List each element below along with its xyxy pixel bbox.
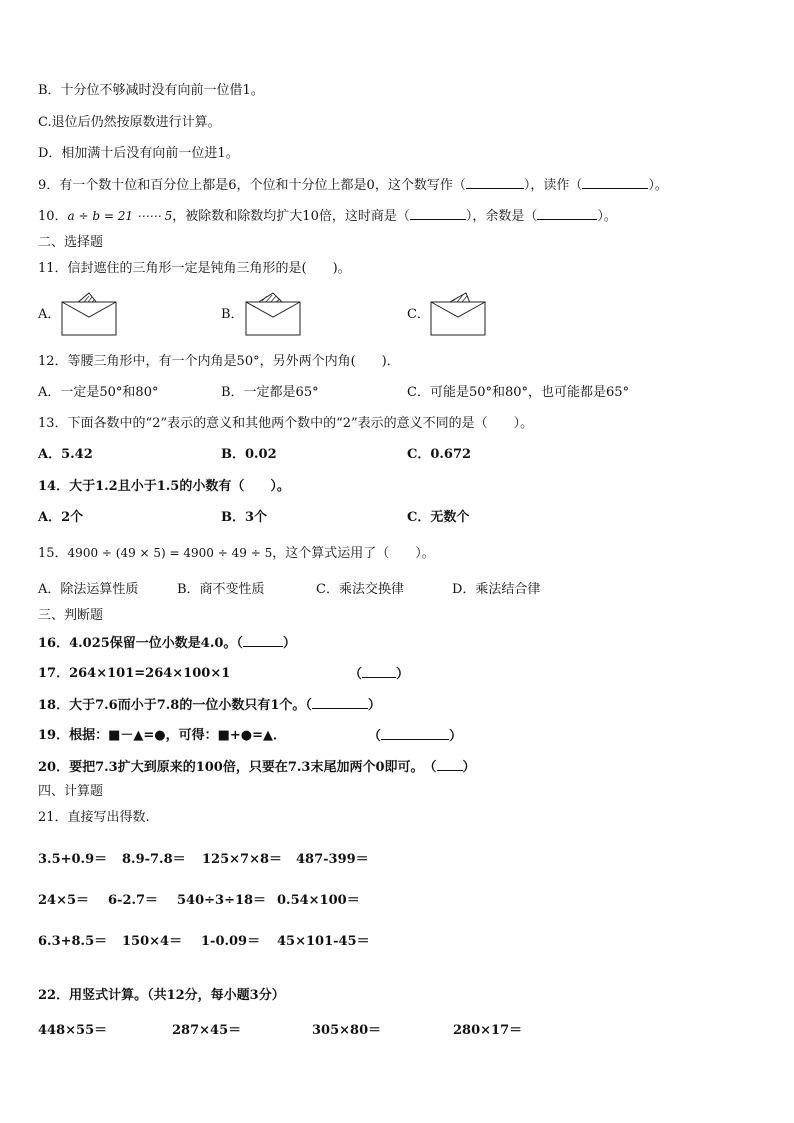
q10-text-2: ），余数是（ [465, 209, 538, 224]
q19-close-paren: ） [449, 729, 463, 744]
question-12-stem: 12．等腰三角形中，有一个内角是50°，另外两个内角( )． [38, 354, 400, 369]
q11-option-b-label: B． [221, 307, 244, 322]
q10-number: 10． [38, 209, 68, 224]
question-22-stem: 22．用竖式计算。（共12分，每小题3分） [38, 988, 285, 1003]
q16-close-paren: ） [282, 636, 296, 651]
q11-option-b-envelope-image[interactable] [245, 292, 301, 340]
q9-prefix: 9．有一个数十位和百分位上都是6，个位和十分位上都是0，这个数写作（ [38, 178, 466, 193]
calc-item: 150×4＝ [122, 934, 183, 949]
q20-blank[interactable] [437, 758, 463, 771]
q12-option-a[interactable]: A．一定是50°和80° [38, 385, 159, 400]
q9-suffix: ）。 [648, 178, 668, 193]
question-9 [38, 176, 668, 195]
q17-blank[interactable] [362, 665, 396, 678]
question-19: 19．根据：■－▲=●，可得：■+●=▲． [38, 728, 287, 743]
q13-option-c[interactable]: C．0.672 [407, 447, 472, 462]
question-13-stem: 13．下面各数中的“2”表示的意义和其他两个数中的“2”表示的意义不同的是（ ）。 [38, 416, 534, 431]
question-11-stem: 11．信封遮住的三角形一定是钝角三角形的是( )。 [38, 261, 351, 276]
section-title-judge: 三、判断题 [38, 608, 104, 623]
q15-formula: 4900 ÷ (49 × 5) = 4900 ÷ 49 ÷ 5 [67, 546, 273, 560]
q20-close-paren: ） [462, 760, 476, 775]
question-15-stem [38, 544, 435, 563]
question-14-stem: 14．大于1.2且小于1.5的小数有（ ）。 [38, 479, 290, 494]
q8-option-b: B．十分位不够减时没有向前一位借1。 [38, 83, 264, 98]
q15-option-b[interactable]: B．商不变性质 [177, 582, 265, 597]
q14-option-a[interactable]: A．2个 [38, 510, 84, 525]
section-title-choice: 二、选择题 [38, 235, 104, 250]
q10-text-3: ）。 [597, 209, 617, 224]
vertical-calc-item: 280×17＝ [453, 1023, 523, 1038]
q13-option-a[interactable]: A．5.42 [38, 447, 93, 462]
calc-item: 6.3+8.5＝ [38, 934, 108, 949]
vertical-calc-item: 305×80＝ [312, 1023, 382, 1038]
q16-text: 16．4.025保留一位小数是4.0。（ [38, 636, 243, 651]
q11-option-c-label: C． [407, 307, 430, 322]
vertical-calc-item: 448×55＝ [38, 1023, 108, 1038]
q15-option-a[interactable]: A．除法运算性质 [38, 582, 139, 597]
calc-item: 540÷3÷18＝ [177, 893, 267, 908]
question-17: 17．264×101=264×100×1 [38, 666, 231, 681]
calc-item: 6-2.7＝ [108, 893, 159, 908]
q10-text-1: ，被除数和除数均扩大10倍，这时商是（ [172, 209, 410, 224]
q18-text: 18．大于7.6而小于7.8的一位小数只有1个。（ [38, 698, 312, 713]
calc-item: 1-0.09＝ [201, 934, 261, 949]
question-20 [38, 758, 476, 777]
q10-blank-remainder[interactable] [537, 207, 597, 220]
q12-option-c[interactable]: C．可能是50°和80°，也可能都是65° [407, 385, 630, 400]
q17-answer [349, 665, 409, 684]
q9-blank-write[interactable] [466, 176, 524, 189]
q8-option-c: C.退位后仍然按原数进行计算。 [38, 115, 221, 130]
q14-option-b[interactable]: B．3个 [221, 510, 268, 525]
calc-item: 3.5+0.9＝ [38, 852, 108, 867]
calc-item: 8.9-7.8＝ [122, 852, 186, 867]
question-18 [38, 696, 381, 715]
calc-item: 125×7×8＝ [202, 852, 283, 867]
q9-mid: ），读作（ [523, 178, 583, 193]
q13-option-b[interactable]: B．0.02 [221, 447, 277, 462]
q18-blank[interactable] [312, 696, 368, 709]
q12-option-b[interactable]: B．一定都是65° [221, 385, 319, 400]
q17-open-paren: （ [349, 667, 363, 682]
q17-close-paren: ） [396, 667, 410, 682]
q19-open-paren: （ [368, 729, 382, 744]
question-16 [38, 634, 296, 653]
calc-item: 45×101-45＝ [277, 934, 370, 949]
q15-option-d[interactable]: D．乘法结合律 [452, 582, 541, 597]
section-title-calc: 四、计算题 [38, 784, 104, 799]
q11-option-a-envelope-image[interactable] [61, 292, 117, 340]
q11-option-c-envelope-image[interactable] [430, 292, 486, 340]
q15-option-c[interactable]: C．乘法交换律 [316, 582, 404, 597]
vertical-calc-item: 287×45＝ [172, 1023, 242, 1038]
q9-blank-read[interactable] [582, 176, 648, 189]
calc-item: 0.54×100＝ [277, 893, 360, 908]
q15-number: 15． [38, 546, 68, 561]
question-21-stem: 21．直接写出得数. [38, 810, 150, 825]
q8-option-d: D．相加满十后没有向前一位进1。 [38, 146, 239, 161]
q15-text: ，这个算式运用了（ ）。 [272, 546, 435, 561]
q10-formula: a ÷ b = 21 ⋯⋯ 5 [67, 209, 173, 223]
q19-answer [368, 727, 462, 746]
question-10 [38, 207, 617, 226]
q10-blank-quotient[interactable] [410, 207, 466, 220]
calc-item: 24×5＝ [38, 893, 90, 908]
calc-item: 487-399＝ [296, 852, 369, 867]
q19-blank[interactable] [381, 727, 449, 740]
q11-option-a-label: A． [38, 307, 61, 322]
q18-close-paren: ） [367, 698, 381, 713]
q14-option-c[interactable]: C．无数个 [407, 510, 470, 525]
q20-text: 20．要把7.3扩大到原来的100倍，只要在7.3末尾加两个0即可。 （ [38, 760, 437, 775]
q16-blank[interactable] [243, 634, 283, 647]
